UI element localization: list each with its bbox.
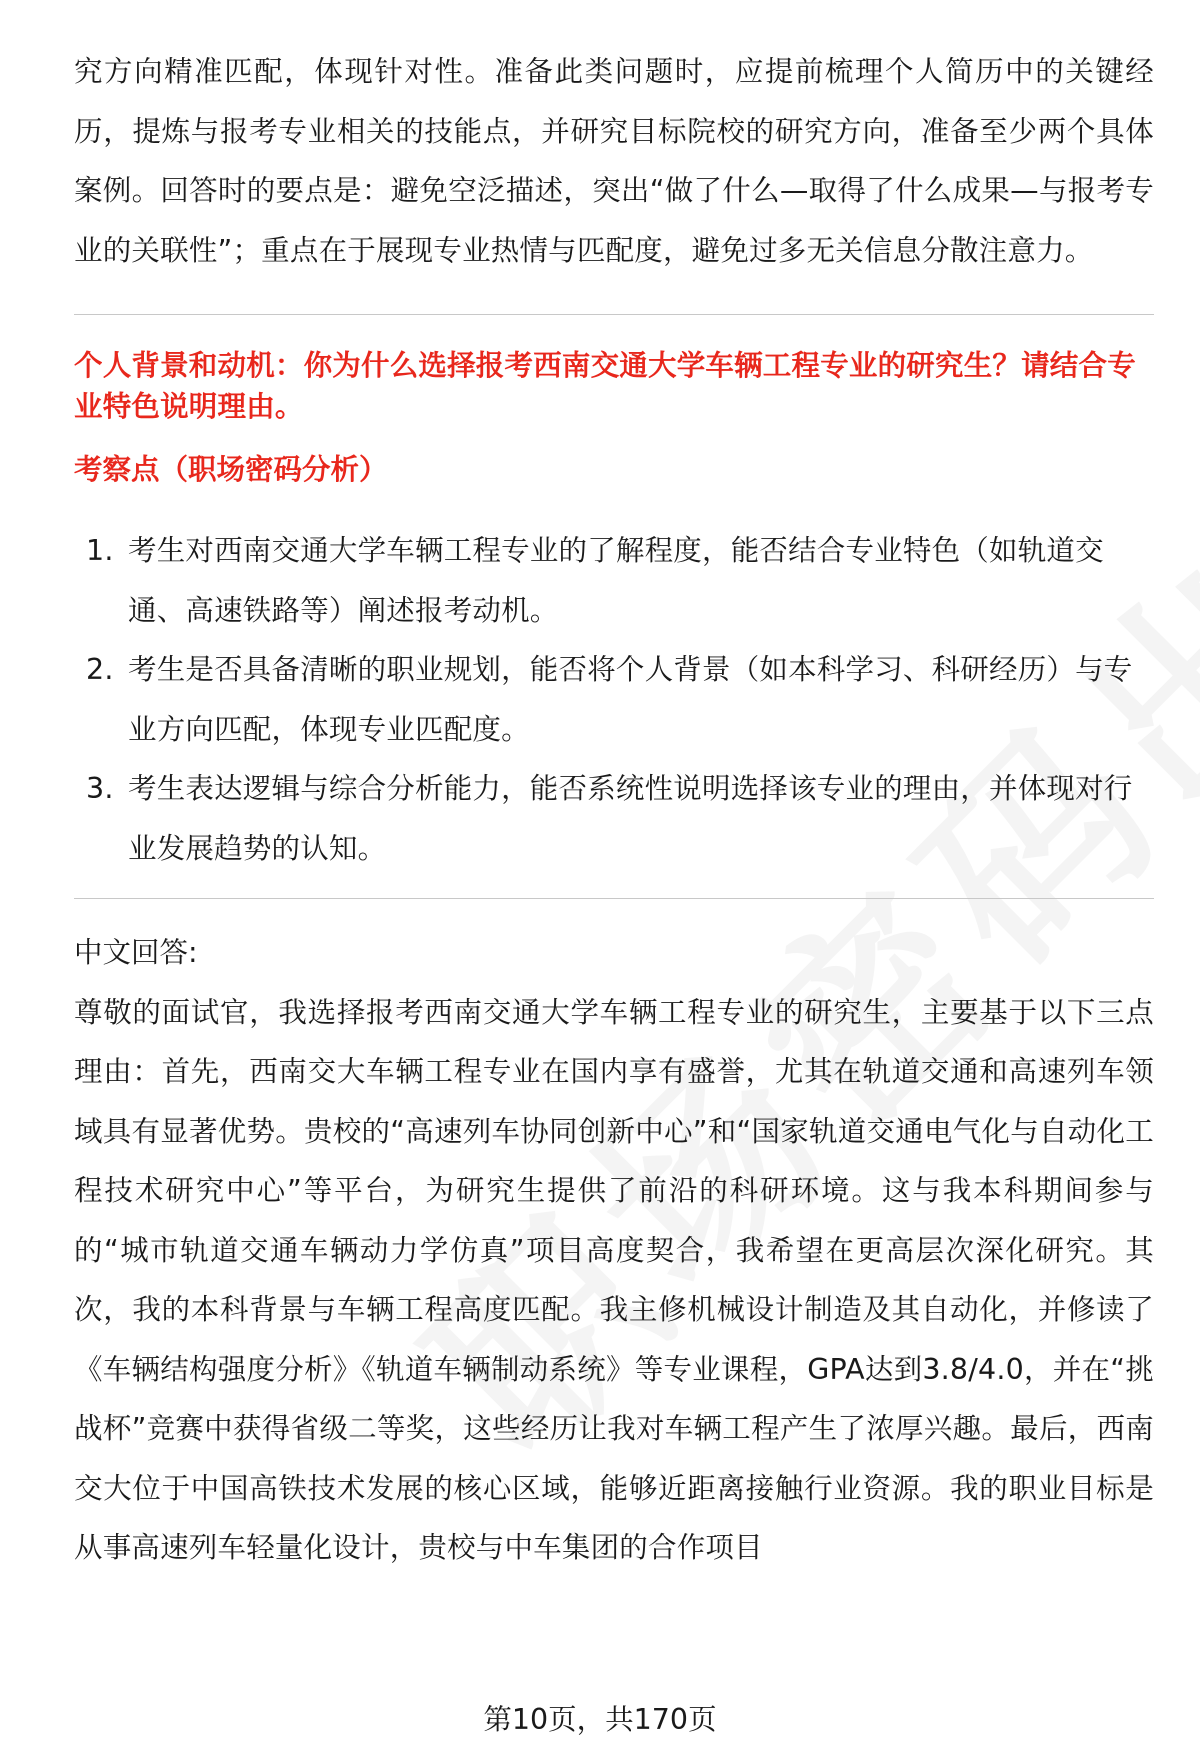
document-page bbox=[74, 56, 1154, 1578]
list-item-number: 2. bbox=[86, 653, 114, 686]
list-item bbox=[74, 521, 1154, 640]
list-item bbox=[74, 640, 1154, 759]
divider-top bbox=[74, 314, 1154, 315]
list-item-text: 考生对西南交通大学车辆工程专业的了解程度，能否结合专业特色（如轨道交通、高速铁路等）阐述报考动机。 bbox=[128, 534, 1104, 627]
analysis-points bbox=[74, 521, 1154, 878]
page-number-footer: 第10页，共170页 bbox=[483, 1703, 717, 1736]
list-item-number: 1. bbox=[86, 534, 114, 567]
list-item-number: 3. bbox=[86, 772, 114, 805]
list-item bbox=[74, 759, 1154, 878]
analysis-heading: 考察点（职场密码分析） bbox=[74, 453, 388, 486]
question-heading: 个人背景和动机：你为什么选择报考西南交通大学车辆工程专业的研究生？请结合专业特色说明理由。 bbox=[74, 349, 1136, 423]
list-item-text: 考生是否具备清晰的职业规划，能否将个人背景（如本科学习、科研经历）与专业方向匹配，体现专业匹配度。 bbox=[128, 653, 1133, 746]
intro-paragraph: 究方向精准匹配，体现针对性。准备此类问题时，应提前梳理个人简历中的关键经历，提炼与报考专业相关的技能点，并研究目标院校的研究方向，准备至少两个具体案例。回答时的要点是：避免空泛描述，突出“做了什么—取得了什么成果—与报考专业的关联性”；重点在于展现专业热情与匹配度，避免过多无关信息分散注意力。 bbox=[74, 55, 1154, 267]
answer-label: 中文回答: bbox=[74, 936, 198, 969]
answer-paragraph: 尊敬的面试官，我选择报考西南交通大学车辆工程专业的研究生，主要基于以下三点理由：首先，西南交大车辆工程专业在国内享有盛誉，尤其在轨道交通和高速列车领域具有显著优势。贵校的“高速列车协同创新中心”和“国家轨道交通电气化与自动化工程技术研究中心”等平台，为研究生提供了前沿的科研环境。这与我本科期间参与的“城市轨道交通车辆动力学仿真”项目高度契合，我希望在更高层次深化研究。其次，我的本科背景与车辆工程高度匹配。我主修机械设计制造及其自动化，并修读了《车辆结构强度分析》《轨道车辆制动系统》等专业课程，GPA达到3.8/4.0，并在“挑战杯”竞赛中获得省级二等奖，这些经历让我对车辆工程产生了浓厚兴趣。最后，西南交大位于中国高铁技术发展的核心区域，能够近距离接触行业资源。我的职业目标是从事高速列车轻量化设计，贵校与中车集团的合作项目 bbox=[74, 995, 1154, 1564]
list-item-text: 考生表达逻辑与综合分析能力，能否系统性说明选择该专业的理由，并体现对行业发展趋势的认知。 bbox=[128, 772, 1133, 865]
divider-middle bbox=[74, 898, 1154, 899]
